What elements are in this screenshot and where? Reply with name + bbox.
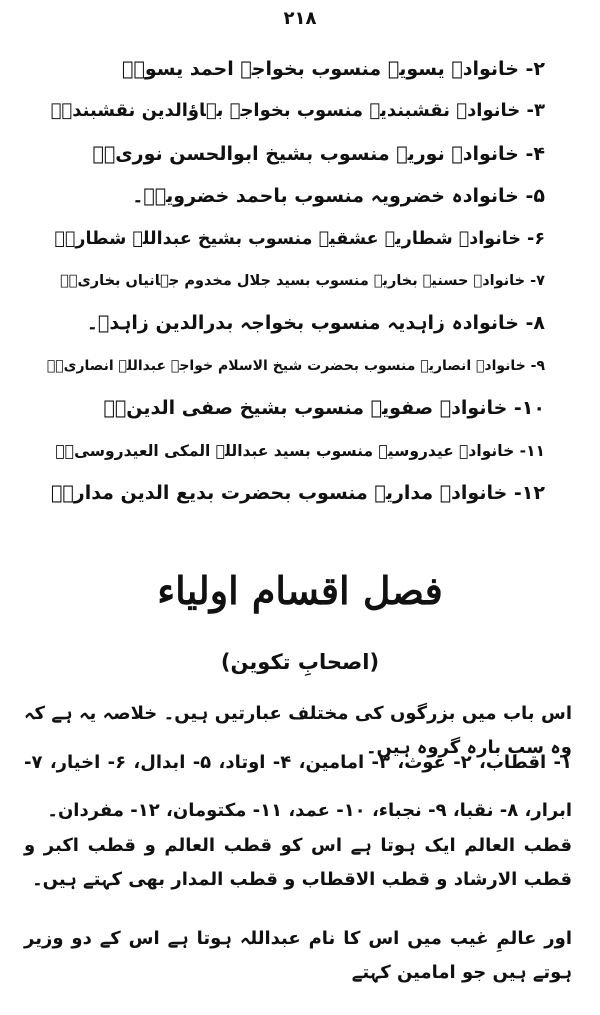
body-paragraph: اس باب میں بزرگوں کی مختلف عبارتیں ہیں۔ خلاصہ یہ ہے کہ وہ سب بارہ گروہ ہیں۔ [24,703,572,758]
list-item: ۶- خانوادہ شطاریہ عشقیہ منسوب بشیخ عبداللہ شطارؒ۔ [54,228,545,249]
body-paragraph: اور عالمِ غیب میں اس کا نام عبداللہ ہوتا ہے اس کے دو وزیر ہوتے ہیں جو امامین کہتے [24,928,572,983]
list-item: ۹- خانوادہ انصاریہ منسوب بحضرت شیخ الاسلام خواجہ عبداللہ انصاریؒ۔ [46,357,545,374]
list-item: ۷- خانوادہ حسنیہ بخاریہ منسوب بسید جلال مخدوم جہانیاں بخاریؒ۔ [60,272,545,289]
list-item: ۸- خانوادہ زاہدیہ منسوب بخواجہ بدرالدین زاہدؒ۔ [86,312,545,335]
page-number: ۲۱۸ [283,8,317,29]
list-item: ۴- خانوادہ نوریہ منسوب بشیخ ابوالحسن نوریؒ۔ [92,142,545,165]
lineage-list [45,48,545,514]
list-item: ۱۰- خانوادہ صفویہ منسوب بشیخ صفی الدینؒ۔ [103,397,545,420]
body-paragraph: ۱- اقطاب، ۲- غوث، ۳- امامین، ۴- اوتاد، ۵- ابدال، ۶- اخیار، ۷- ابرار، ۸- نقبا، ۹- نجباء، ۱۰- عمد، ۱۱- مکتومان، ۱۲- مفردان۔ [24,752,572,821]
section-subheading: (اصحابِ تکوین) [220,650,380,674]
list-item: ۵- خانوادہ خضرویہ منسوب باحمد خضرویہؒ۔ [132,185,545,208]
list-item: ۲- خانوادہ یسویہ منسوب بخواجہ احمد یسوؒ۔ [122,58,545,80]
section-heading: فصل اقسام اولیاء [157,568,443,613]
body-paragraph: قطب العالم ایک ہوتا ہے اس کو قطب العالم و قطب اکبر و قطب الارشاد و قطب الاقطاب و قطب المدار بھی کہتے ہیں۔ [24,835,572,890]
list-item: ۳- خانوادہ نقشبندیہ منسوب بخواجہ بہاؤالدین نقشبندؒ۔ [50,100,545,122]
list-item: ۱۱- خانوادہ عیدروسیہ منسوب بسید عبداللہ المکی العیدروسیؒ۔ [55,441,545,460]
list-item: ۱۲- خانوادہ مداریہ منسوب بحضرت بدیع الدین مدارؒ۔ [50,481,545,504]
